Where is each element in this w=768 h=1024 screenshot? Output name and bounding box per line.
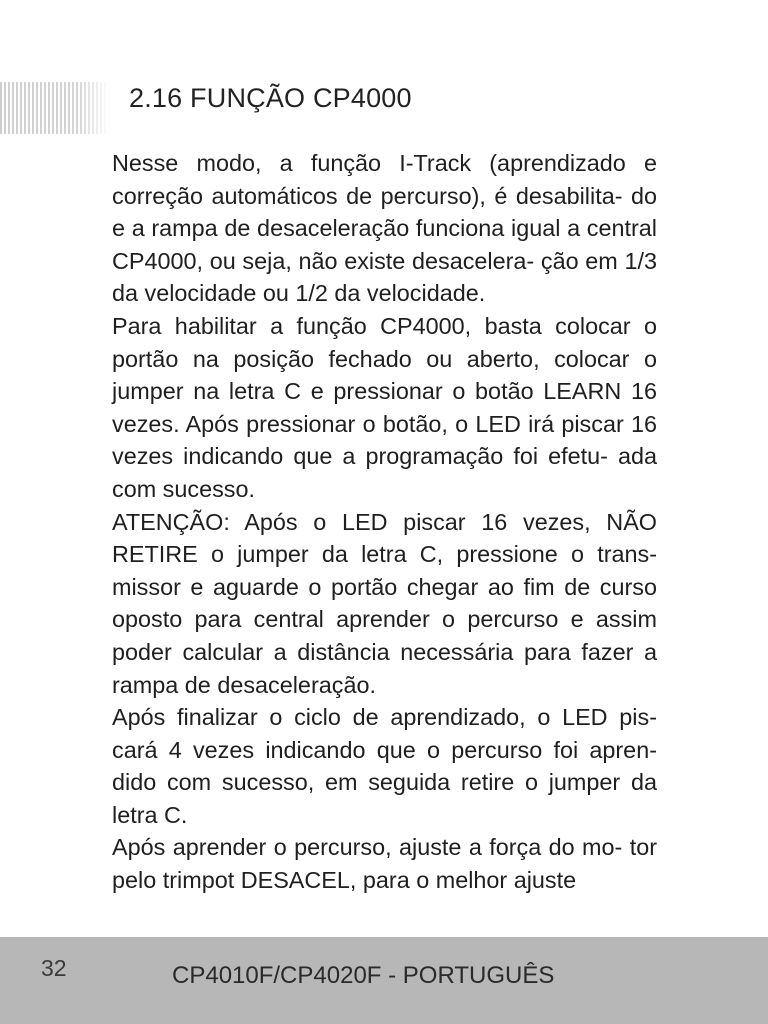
section-header-decoration <box>0 82 110 134</box>
footer-title: CP4010F/CP4020F - PORTUGUÊS <box>172 962 555 989</box>
paragraph-attention-warning: ATENÇÃO: Após o LED piscar 16 vezes, NÃO RETIRE o jumper da letra C, pressione o trans- missor e aguarde o portão chegar ao fim de curso oposto para central aprender o percurso e assim poder calcular a distância necessária para fazer a rampa de desaceleração. <box>112 508 657 698</box>
paragraph-enable-instructions: Para habilitar a função CP4000, basta colocar o portão na posição fechado ou aberto, colocar o jumper na letra C e pressionar o botão LEARN 16 vezes. Após pressionar o botão, o LED irá piscar 16 vezes indicando que a programação foi efetu- ada com sucesso. <box>112 312 657 502</box>
paragraph-learning-cycle: Após finalizar o ciclo de aprendizado, o LED pis- cará 4 vezes indicando que o percurso foi apren- dido com sucesso, em seguida retire o jumper da letra C. <box>112 704 657 828</box>
paragraph-force-adjustment: Após aprender o percurso, ajuste a força do mo- tor pelo trimpot DESACEL, para o melhor ajuste <box>112 834 657 894</box>
page-number: 32 <box>41 955 67 981</box>
paragraph-itrack-description: Nesse modo, a função I-Track (aprendizado e correção automáticos de percurso), é desabilita- do e a rampa de desaceleração funciona igual a central CP4000, ou seja, não existe desacelera- ção em 1/3 da velocidade ou 1/2 da velocidade. <box>112 150 657 307</box>
body-text <box>112 147 657 897</box>
section-title: 2.16 FUNÇÃO CP4000 <box>129 83 412 113</box>
page-footer <box>0 937 768 1024</box>
